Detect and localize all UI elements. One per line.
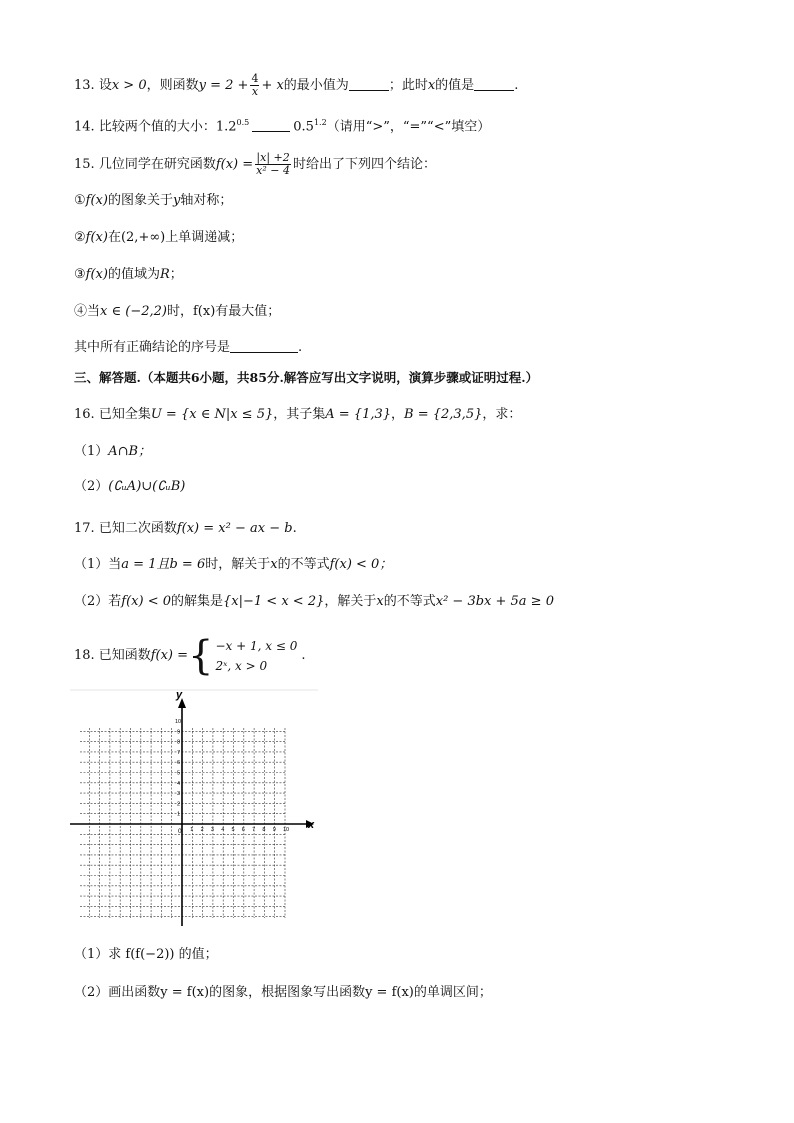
q15-text2: 时给出了下列四个结论：	[292, 157, 436, 172]
q13-condition: x > 0	[111, 78, 147, 93]
q15-tail-end: .	[298, 340, 303, 355]
question-18	[74, 634, 305, 678]
q18-p2-text: 画出函数y = f(x)的图象，根据图象写出函数y = f(x)的单调区间；	[108, 985, 492, 1000]
x-tick-label: 10	[283, 827, 290, 833]
y-tick-label: 1	[177, 811, 181, 818]
x-tick-label: 9	[272, 827, 276, 833]
q13-function: y = 2 +	[198, 78, 249, 93]
q14-hint: （请用“>”，“=”“<”填空）	[326, 119, 491, 135]
q17-p1-x: x	[270, 557, 278, 572]
x-tick-labels	[190, 827, 289, 833]
q17-p2-c: ，解关于	[324, 594, 377, 609]
conclusion-2-text2: 上单调递减；	[165, 230, 244, 245]
q15-answer-line	[74, 338, 302, 358]
q17-part-2	[74, 592, 554, 612]
conclusion-1-text2: 轴对称；	[180, 193, 233, 208]
q13-number: 13.	[74, 78, 95, 93]
question-14	[74, 113, 490, 137]
conclusion-1	[74, 191, 232, 211]
origin-label: 0	[178, 828, 182, 835]
conclusion-1-mark: ①	[74, 193, 86, 208]
x-tick-label: 8	[262, 827, 266, 833]
q15-fx: f(x) =	[215, 157, 254, 172]
q17-p1-cond: a = 1且b = 6	[121, 557, 206, 572]
x-tick-label: 3	[210, 827, 214, 833]
x-tick-label: 5	[231, 827, 235, 833]
x-tick-label: 1	[190, 827, 194, 833]
q18-p1-text: 求 f(f(−2)) 的值；	[108, 947, 218, 962]
q13-answer-blank-2	[474, 76, 514, 91]
y-tick-label: 9	[177, 729, 181, 736]
y-tick-label: 4	[177, 780, 181, 787]
q18-p1-label: （1）	[74, 947, 109, 962]
q17-p2-ineq2: x² − 3bx + 5a ≥ 0	[435, 594, 554, 609]
q14-a-base: 1.2	[215, 119, 237, 135]
q16-sep: ，	[391, 407, 405, 422]
q16-part-2	[74, 477, 185, 497]
x-axis-label: x	[308, 819, 315, 831]
q13-plus-x: + x	[261, 78, 284, 93]
q13-text4: ；此时	[388, 78, 428, 93]
y-tick-label: 10	[175, 719, 182, 725]
q16-text3: ，求：	[482, 407, 522, 422]
q14-answer-blank	[252, 117, 290, 132]
q17-p2-d: 的不等式	[383, 594, 436, 609]
q13-text2: ，则函数	[146, 78, 199, 93]
q16-set-a: A = {1,3}	[325, 407, 392, 422]
q13-answer-blank-1	[349, 76, 389, 91]
conclusion-4	[74, 302, 280, 322]
y-tick-label: 5	[177, 770, 181, 777]
q18-end: .	[301, 648, 306, 663]
conclusion-1-fx: f(x)	[85, 193, 108, 208]
q17-function: f(x) = x² − ax − b	[176, 521, 293, 536]
conclusion-3-fx: f(x)	[85, 267, 108, 282]
q16-p2-expr: (∁ᵤA)∪(∁ᵤB)	[108, 479, 186, 494]
q17-end: .	[292, 521, 297, 536]
y-tick-label: 3	[177, 791, 181, 798]
y-tick-label: 8	[177, 739, 181, 746]
section-3-heading	[74, 368, 538, 388]
q18-part-1	[74, 945, 218, 965]
q15-text: 几位同学在研究函数	[98, 157, 216, 172]
conclusion-4-text2: f(x)有最大值；	[192, 304, 281, 319]
conclusion-3-mark: ③	[74, 267, 86, 282]
x-tick-label: 4	[221, 827, 225, 833]
q18-case-1: −x + 1, x ≤ 0	[215, 639, 298, 653]
q17-p1-b: 时，解关于	[205, 557, 271, 572]
q17-part-1	[74, 555, 392, 575]
q17-p2-set: {x|−1 < x < 2}	[223, 594, 325, 609]
q16-universal-set: U = {x ∈ N|x ≤ 5}	[150, 407, 274, 422]
section-3-desc: （本题共6小题，共85分.解答应写出文字说明，演算步骤或证明过程.）	[140, 370, 539, 385]
conclusion-2-fx: f(x)	[85, 230, 108, 245]
conclusion-4-mark: ④	[74, 304, 88, 319]
q18-p2-label: （2）	[74, 985, 109, 1000]
q18-case-2: 2ˣ, x > 0	[215, 659, 268, 673]
q16-p1-expr: A∩B；	[108, 444, 152, 459]
conclusion-3-var: R	[159, 267, 170, 282]
q13-fraction	[250, 73, 259, 98]
conclusion-1-text: 的图象关于	[107, 193, 173, 208]
q17-p2-x: x	[376, 594, 384, 609]
conclusion-4-pre: 当	[87, 304, 101, 319]
y-axis-label: y	[176, 689, 183, 701]
conclusion-4-cond: x ∈ (−2,2)	[100, 304, 167, 319]
q15-frac-den: x² − 4	[256, 164, 290, 177]
q16-number: 16.	[74, 407, 95, 422]
x-tick-label: 7	[252, 827, 256, 833]
q18-part-2	[74, 983, 492, 1003]
question-17	[74, 519, 297, 539]
q17-p1-label: （1）	[74, 557, 109, 572]
q14-number: 14.	[74, 119, 95, 135]
x-tick-label: 2	[200, 827, 204, 833]
conclusion-2-text: 在	[107, 230, 121, 245]
question-16	[74, 405, 521, 425]
q17-p1-a: 当	[108, 557, 122, 572]
q17-p2-label: （2）	[74, 594, 109, 609]
q13-text3: 的最小值为	[283, 78, 349, 93]
q14-a-exp: 0.5	[236, 118, 250, 127]
q17-p1-ineq: f(x) < 0；	[329, 557, 393, 572]
question-13	[74, 73, 518, 98]
question-15	[74, 152, 436, 177]
q18-piecewise	[188, 633, 298, 679]
q16-set-b: B = {2,3,5}	[404, 407, 483, 422]
q15-fraction	[255, 152, 291, 177]
q13-var-x: x	[427, 78, 436, 93]
q15-tail-text: 其中所有正确结论的序号是	[74, 340, 231, 355]
q15-number: 15.	[74, 157, 95, 172]
q18-brace: {	[188, 633, 214, 679]
q15-frac-num: |x| +2	[256, 151, 290, 164]
conclusion-3	[74, 265, 183, 285]
q16-p1-label: （1）	[74, 444, 109, 459]
q16-p2-label: （2）	[74, 479, 109, 494]
conclusion-3-text2: ；	[169, 267, 183, 282]
q18-cases	[215, 636, 297, 676]
q14-b-exp: 1.2	[313, 118, 327, 127]
conclusion-3-text: 的值域为	[107, 267, 160, 282]
q13-frac-den: x	[251, 85, 259, 98]
y-tick-label: 6	[177, 760, 181, 767]
q17-p2-a: 若	[108, 594, 122, 609]
q18-fx: f(x) =	[150, 648, 189, 663]
grid-lines	[80, 728, 286, 918]
q14-text: 比较两个值的大小：	[98, 119, 216, 135]
y-tick-label: 7	[177, 749, 181, 756]
q18-number: 18.	[74, 648, 95, 663]
coordinate-grid	[66, 686, 326, 932]
conclusion-2-mark: ②	[74, 230, 86, 245]
conclusion-1-var: y	[172, 193, 181, 208]
conclusion-2	[74, 228, 243, 248]
q16-text2: ，其子集	[273, 407, 326, 422]
q13-text: 设	[98, 78, 112, 93]
q17-p2-ineq: f(x) < 0	[121, 594, 172, 609]
q13-end: .	[514, 78, 519, 93]
q15-answer-blank	[230, 338, 298, 353]
q16-text: 已知全集	[98, 407, 151, 422]
conclusion-2-interval: (2,+∞)	[120, 230, 166, 245]
conclusion-4-text: 时，	[166, 304, 193, 319]
q13-frac-num: 4	[251, 72, 259, 85]
section-3-title: 三、解答题.	[74, 370, 141, 385]
q17-number: 17.	[74, 521, 95, 536]
q18-text: 已知函数	[98, 648, 151, 663]
q14-b-base: 0.5	[293, 119, 314, 135]
q17-p2-b: 的解集是	[171, 594, 224, 609]
q16-part-1	[74, 442, 151, 462]
y-tick-labels	[175, 719, 181, 818]
q17-text: 已知二次函数	[98, 521, 177, 536]
y-tick-label: 2	[177, 801, 181, 808]
q17-p1-c: 的不等式	[277, 557, 330, 572]
x-tick-label: 6	[241, 827, 245, 833]
q13-text5: 的值是	[435, 78, 475, 93]
